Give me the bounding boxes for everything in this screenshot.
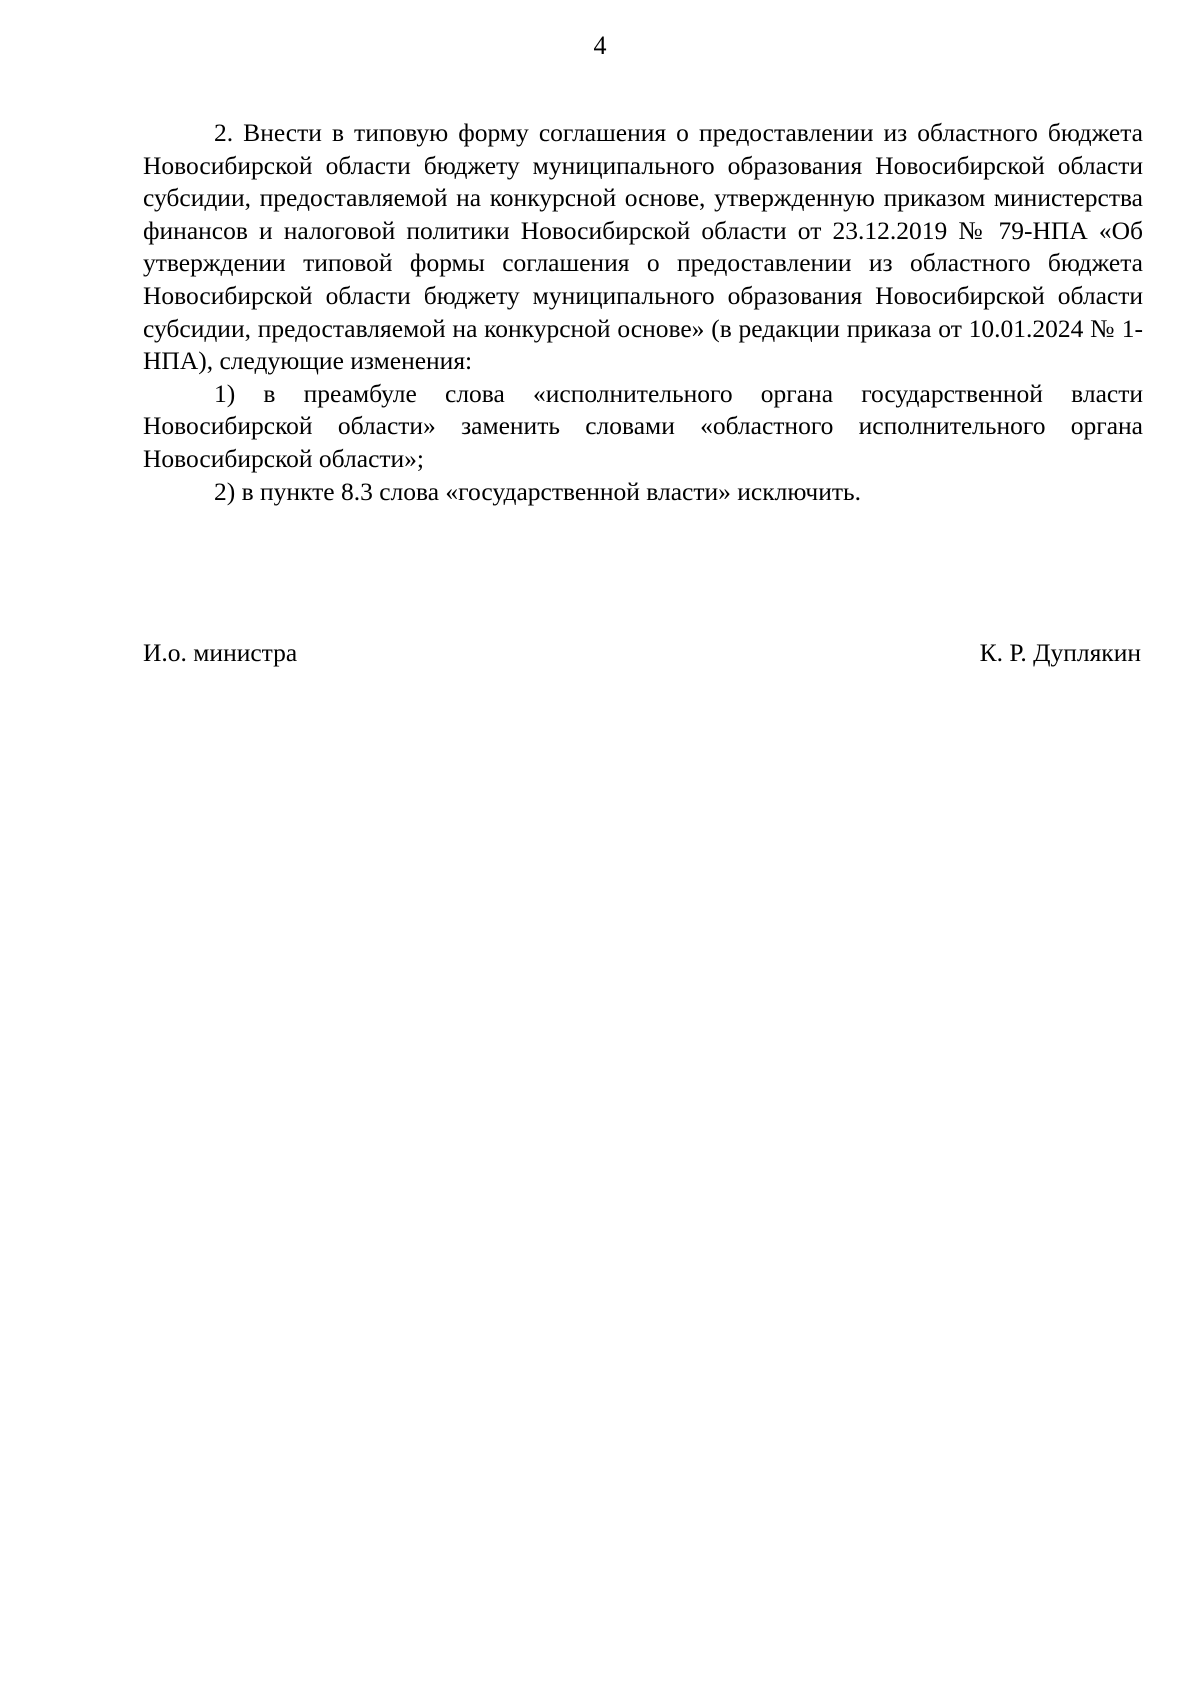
paragraph-item-2: 2. Внести в типовую форму соглашения о предоставлении из областного бюджета Новосибирской области бюджету муниципального образования Новосибирской области субсидии, предоставляемой на конкурсной основе, утвержденную приказом министерства финансов и налоговой политики Новосибирской области от 23.12.2019 № 79-НПА «Об утверждении типовой формы соглашения о предоставлении из областного бюджета Новосибирской области бюджету муниципального образования Новосибирской области субсидии, предоставляемой на конкурсной основе» (в редакции приказа от 10.01.2024 № 1-НПА), следующие изменения:: [143, 118, 1143, 376]
page-number: 4: [593, 31, 607, 60]
signatory-name: К. Р. Дуплякин: [979, 638, 1141, 667]
document-body: [143, 117, 1143, 508]
signatory-position: И.о. министра: [143, 638, 298, 667]
paragraph-subitem-2: 2) в пункте 8.3 слова «государственной власти» исключить.: [214, 476, 862, 506]
paragraph-subitem-1: 1) в преамбуле слова «исполнительного органа государственной власти Новосибирской области» заменить словами «областного исполнительного органа Новосибирской области»;: [143, 378, 1143, 473]
